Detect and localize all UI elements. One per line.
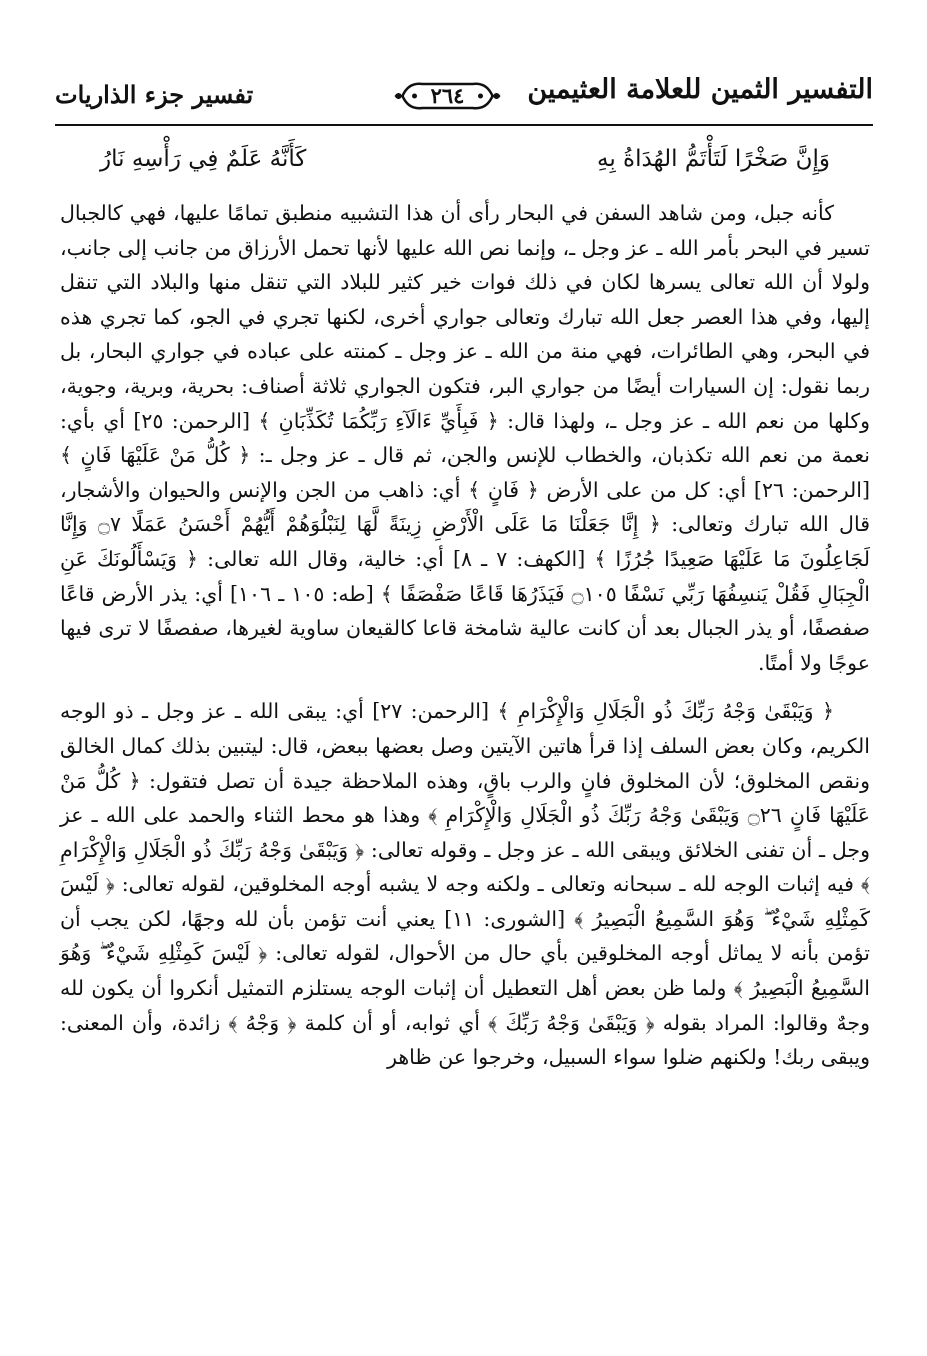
page-number-badge	[393, 80, 503, 112]
book-title: التفسير الثمين للعلامة العثيمين	[527, 74, 873, 105]
page-number: ٢٦٤	[430, 83, 465, 108]
paragraph-2: ﴿ وَيَبْقَىٰ وَجْهُ رَبِّكَ ذُو الْجَلَالِ وَالْإِكْرَامِ ﴾ [الرحمن: ٢٧] أي: يبقى الله ـ عز وجل ـ ذو الوجه الكريم، وكان بعض السلف إذا قرأ هاتين الآيتين وصل بعضها ببعض، قال: ليتبين بذلك كمال الخالق ونقص المخلوق؛ لأن المخلوق فانٍ والرب باقٍ، وهذه الملاحظة جيدة أن تصل فتقول: ﴿ كُلُّ مَنْ عَلَيْهَا فَانٍ ۝٢٦ وَيَبْقَىٰ وَجْهُ رَبِّكَ ذُو الْجَلَالِ وَالْإِكْرَامِ ﴾ وهذا هو محط الثناء والحمد على الله ـ عز وجل ـ أن تفنى الخلائق ويبقى الله ـ عز وجل ـ وقوله تعالى: ﴿ وَيَبْقَىٰ وَجْهُ رَبِّكَ ذُو الْجَلَالِ وَالْإِكْرَامِ ﴾ فيه إثبات الوجه لله ـ سبحانه وتعالى ـ ولكنه وجه لا يشبه أوجه المخلوقين، لقوله تعالى: ﴿ لَيْسَ كَمِثْلِهِ شَيْءٌ ۖ وَهُوَ السَّمِيعُ الْبَصِيرُ ﴾ [الشورى: ١١] يعني أنت تؤمن بأن لله وجهًا، لكن يجب أن تؤمن بأنه لا يماثل أوجه المخلوقين بأي حال من الأحوال، لقوله تعالى: ﴿ لَيْسَ كَمِثْلِهِ شَيْءٌ ۖ وَهُوَ السَّمِيعُ الْبَصِيرُ ﴾ ولما ظن بعض أهل التعطيل أن إثبات الوجه يستلزم التمثيل أنكروا أن يكون لله وجهٌ وقالوا: المراد بقوله ﴿ وَيَبْقَىٰ وَجْهُ رَبِّكَ ﴾ أي ثوابه، أو أن كلمة ﴿ وَجْهُ ﴾ زائدة، وأن المعنى: ويبقى ربك! ولكنهم ضلوا سواء السبيل، وخرجوا عن ظاهر	[60, 699, 871, 1070]
verse-first-hemistich: وَإِنَّ صَخْرًا لَتَأْتَمُّ الهُدَاةُ بِهِ	[597, 146, 830, 172]
paragraph-1: كأنه جبل، ومن شاهد السفن في البحار رأى أن هذا التشبيه منطبق تمامًا عليها، فهي كالجبال تسير في البحر بأمر الله ـ عز وجل ـ، وإنما نص الله عليها لأنها تحمل الأرزاق من جانب إلى جانب، ولولا أن الله تعالى يسرها لكان في ذلك فوات خير كثير للبلاد التي تنقل منها والبلاد التي تنقل إليها، وفي هذا العصر جعل الله تبارك وتعالى جواري أخرى، لكنها تجري في الجو، كما تجري هذه في البحر، وهي الطائرات، فهي منة من الله ـ عز وجل ـ كمنته على عباده في جواري البحار، بل ربما نقول: إن السيارات أيضًا من جواري البر، فتكون الجواري ثلاثة أصناف: بحرية، وبرية، وجوية، وكلها من نعم الله ـ عز وجل ـ، ولهذا قال: ﴿ فَبِأَيِّ ءَالَآءِ رَبِّكُمَا تُكَذِّبَانِ ﴾ [الرحمن: ٢٥] أي بأي: نعمة من نعم الله تكذبان، والخطاب للإنس والجن، ثم قال ـ عز وجل ـ: ﴿ كُلُّ مَنْ عَلَيْهَا فَانٍ ﴾ [الرحمن: ٢٦] أي: كل من على الأرض ﴿ فَانٍ ﴾ أي: ذاهب من الجن والإنس والحيوان والأشجار، قال الله تبارك وتعالى: ﴿ إِنَّا جَعَلْنَا مَا عَلَى الْأَرْضِ زِينَةً لَّهَا لِنَبْلُوَهُمْ أَيُّهُمْ أَحْسَنُ عَمَلًا ۝٧ وَإِنَّا لَجَاعِلُونَ مَا عَلَيْهَا صَعِيدًا جُرُزًا ﴾ [الكهف: ٧ ـ ٨] أي: خالية، وقال الله تعالى: ﴿ وَيَسْأَلُونَكَ عَنِ الْجِبَالِ فَقُلْ يَنسِفُهَا رَبِّي نَسْفًا ۝١٠٥ فَيَذَرُهَا قَاعًا صَفْصَفًا ﴾ [طه: ١٠٥ ـ ١٠٦] أي: يذر الأرض قاعًا صفصفًا، أو يذر الجبال بعد أن كانت عالية شامخة قاعا كالقيعان ساوية لغيرها، صفصفًا لا ترى فيها عوجًا ولا أمتًا.	[60, 201, 870, 675]
poetry-verse	[100, 140, 830, 188]
section-title: تفسير جزء الذاريات	[55, 80, 254, 109]
page-header	[55, 70, 873, 126]
header-divider	[55, 124, 873, 126]
body-text	[60, 196, 870, 1075]
verse-second-hemistich: كَأَنَّهُ عَلَمٌ فِي رَأْسِهِ نَارُ	[100, 146, 307, 172]
